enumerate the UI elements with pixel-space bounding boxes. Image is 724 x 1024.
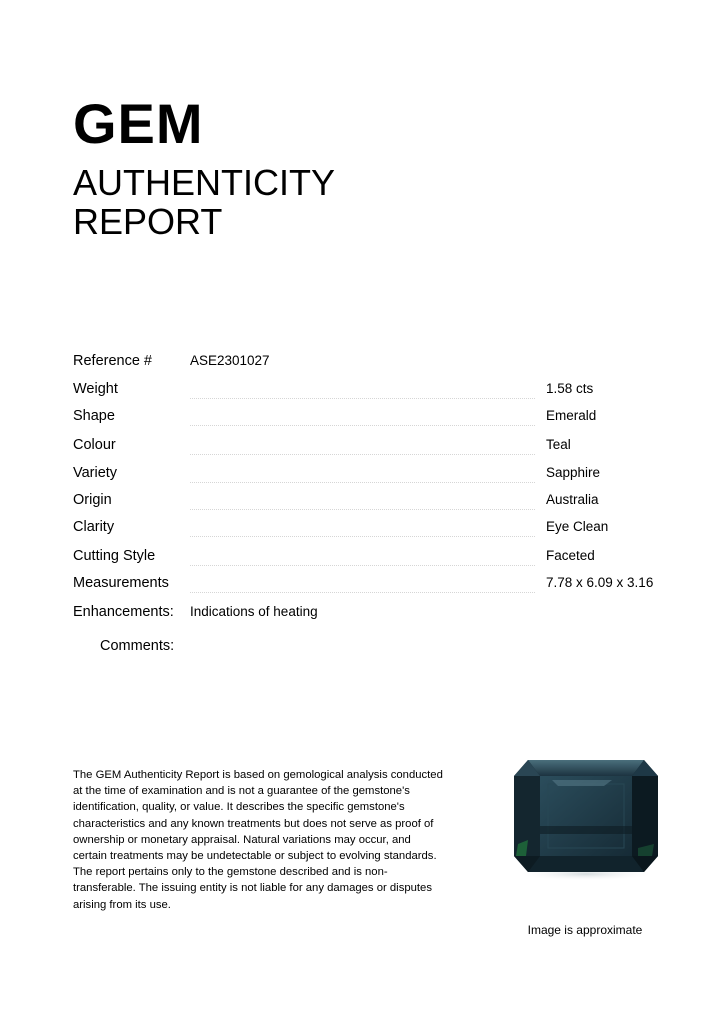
report-subtitle-line1: AUTHENTICITY	[73, 162, 336, 203]
variety-label: Variety	[73, 465, 118, 481]
reference-value: ASE2301027	[190, 353, 270, 368]
report-subtitle-line2: REPORT	[73, 201, 223, 242]
row-cutting-style	[73, 548, 663, 570]
shape-value: Emerald	[546, 408, 597, 423]
origin-label: Origin	[73, 492, 112, 508]
enhancements-value: Indications of heating	[190, 604, 318, 619]
origin-value: Australia	[546, 492, 599, 507]
report-title: GEM	[73, 92, 204, 155]
row-reference	[73, 353, 663, 375]
row-measurements	[73, 575, 663, 597]
colour-value: Teal	[546, 437, 571, 452]
shape-label: Shape	[73, 408, 115, 424]
dotted-leader	[190, 454, 535, 455]
variety-value: Sapphire	[546, 465, 601, 480]
row-colour	[73, 437, 663, 459]
row-variety	[73, 465, 663, 487]
cutting-style-value: Faceted	[546, 548, 595, 563]
dotted-leader	[190, 425, 535, 426]
gemstone-image	[508, 752, 664, 882]
comments-label: Comments:	[100, 638, 175, 654]
dotted-leader	[190, 482, 535, 483]
measurements-label: Measurements	[73, 575, 169, 591]
measurements-value: 7.78 x 6.09 x 3.16	[546, 575, 654, 590]
enhancements-label: Enhancements:	[73, 604, 174, 620]
dotted-leader	[190, 592, 535, 593]
dotted-leader	[190, 565, 535, 566]
row-origin	[73, 492, 663, 514]
dotted-leader	[190, 398, 535, 399]
row-weight	[73, 381, 663, 403]
weight-value: 1.58 cts	[546, 381, 594, 396]
clarity-label: Clarity	[73, 519, 115, 535]
clarity-value: Eye Clean	[546, 519, 609, 534]
image-caption: Image is approximate	[527, 923, 643, 937]
row-shape	[73, 408, 663, 430]
dotted-leader	[190, 509, 535, 510]
dotted-leader	[190, 536, 535, 537]
weight-label: Weight	[73, 381, 118, 397]
row-enhancements	[73, 604, 663, 626]
colour-label: Colour	[73, 437, 116, 453]
reference-label: Reference #	[73, 353, 152, 369]
disclaimer-text: The GEM Authenticity Report is based on gemological analysis conducted at the time of examination and is not a guarantee of the gemstone's identification, quality, or value. It describes the specific gemstone's characteristics and any known treatments but does not serve as proof of ownership or monetary appraisal. Natural variations may occur, and certain treatments may be undetectable or subject to evolving standards. The report pertains only to the gemstone described and is non-transferable. The issuing entity is not liable for any damages or disputes arising from its use.	[73, 769, 443, 911]
cutting-style-label: Cutting Style	[73, 548, 156, 564]
row-clarity	[73, 519, 663, 541]
